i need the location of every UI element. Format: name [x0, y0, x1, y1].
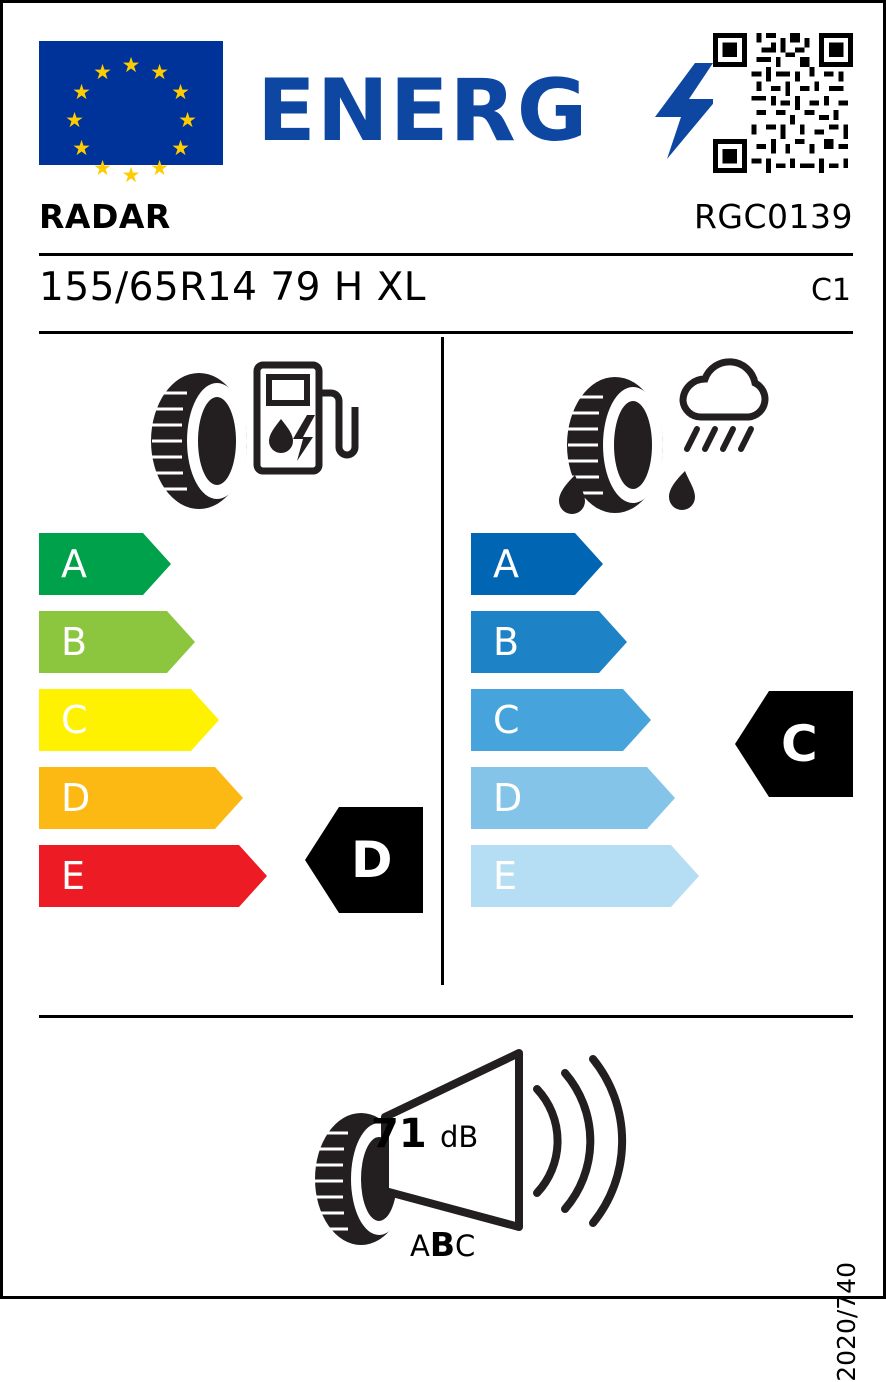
brand-name: RADAR [39, 197, 171, 236]
wet-grade-d-letter: D [493, 776, 523, 820]
fuel-grade-scale [39, 533, 267, 923]
tyre-size: 155/65R14 79 H XL [39, 265, 427, 310]
fuel-grade-a-letter: A [61, 542, 87, 586]
noise-value: 71 [371, 1111, 427, 1157]
fuel-grade-e [39, 845, 267, 907]
wet-grade-c-letter: C [493, 698, 520, 742]
model-code: RGC0139 [693, 197, 853, 236]
noise-unit: dB [440, 1120, 479, 1154]
wet-grade-scale [471, 533, 699, 923]
wet-grade-c [471, 689, 699, 751]
regulation-number: 2020/740 [832, 1262, 861, 1382]
fuel-grade-b-letter: B [61, 620, 88, 664]
fuel-grade-a [39, 533, 267, 595]
qr-code-icon [713, 33, 853, 173]
eu-flag-icon: ★ ★ ★ ★ ★ ★ ★ ★ ★ ★ ★ ★ [39, 41, 223, 165]
fuel-grade-d [39, 767, 267, 829]
noise-class-c: C [455, 1229, 476, 1263]
wet-result-badge [735, 685, 853, 803]
tyre-class: C1 [810, 273, 851, 308]
fuel-result-letter: D [351, 831, 393, 889]
ratings-section [39, 333, 853, 993]
wet-grade-e [471, 845, 699, 907]
fuel-grade-c [39, 689, 267, 751]
wet-grade-e-letter: E [493, 854, 518, 898]
wet-result-letter: C [781, 715, 818, 773]
noise-class-a: A [410, 1229, 430, 1263]
fuel-grade-e-letter: E [61, 854, 86, 898]
noise-class-scale [410, 1225, 475, 1264]
wet-grade-b [471, 611, 699, 673]
wet-grade-d [471, 767, 699, 829]
wet-grade-a [471, 533, 699, 595]
horizontal-divider [39, 1015, 853, 1018]
fuel-result-badge [305, 801, 423, 919]
brand-row [39, 193, 853, 256]
wet-grade-a-letter: A [493, 542, 519, 586]
vertical-divider [441, 337, 444, 985]
label-header [39, 33, 853, 187]
noise-class-b: B [429, 1225, 455, 1264]
tyre-size-row [39, 265, 853, 334]
fuel-grade-b [39, 611, 267, 673]
fuel-grade-d-letter: D [61, 776, 91, 820]
lightning-bolt-icon [651, 63, 721, 159]
rain-cloud-tyre-icon [537, 353, 767, 523]
energy-title: ENERG [257, 61, 589, 161]
fuel-pump-tyre-icon [131, 353, 351, 513]
fuel-grade-c-letter: C [61, 698, 88, 742]
wet-grade-b-letter: B [493, 620, 520, 664]
